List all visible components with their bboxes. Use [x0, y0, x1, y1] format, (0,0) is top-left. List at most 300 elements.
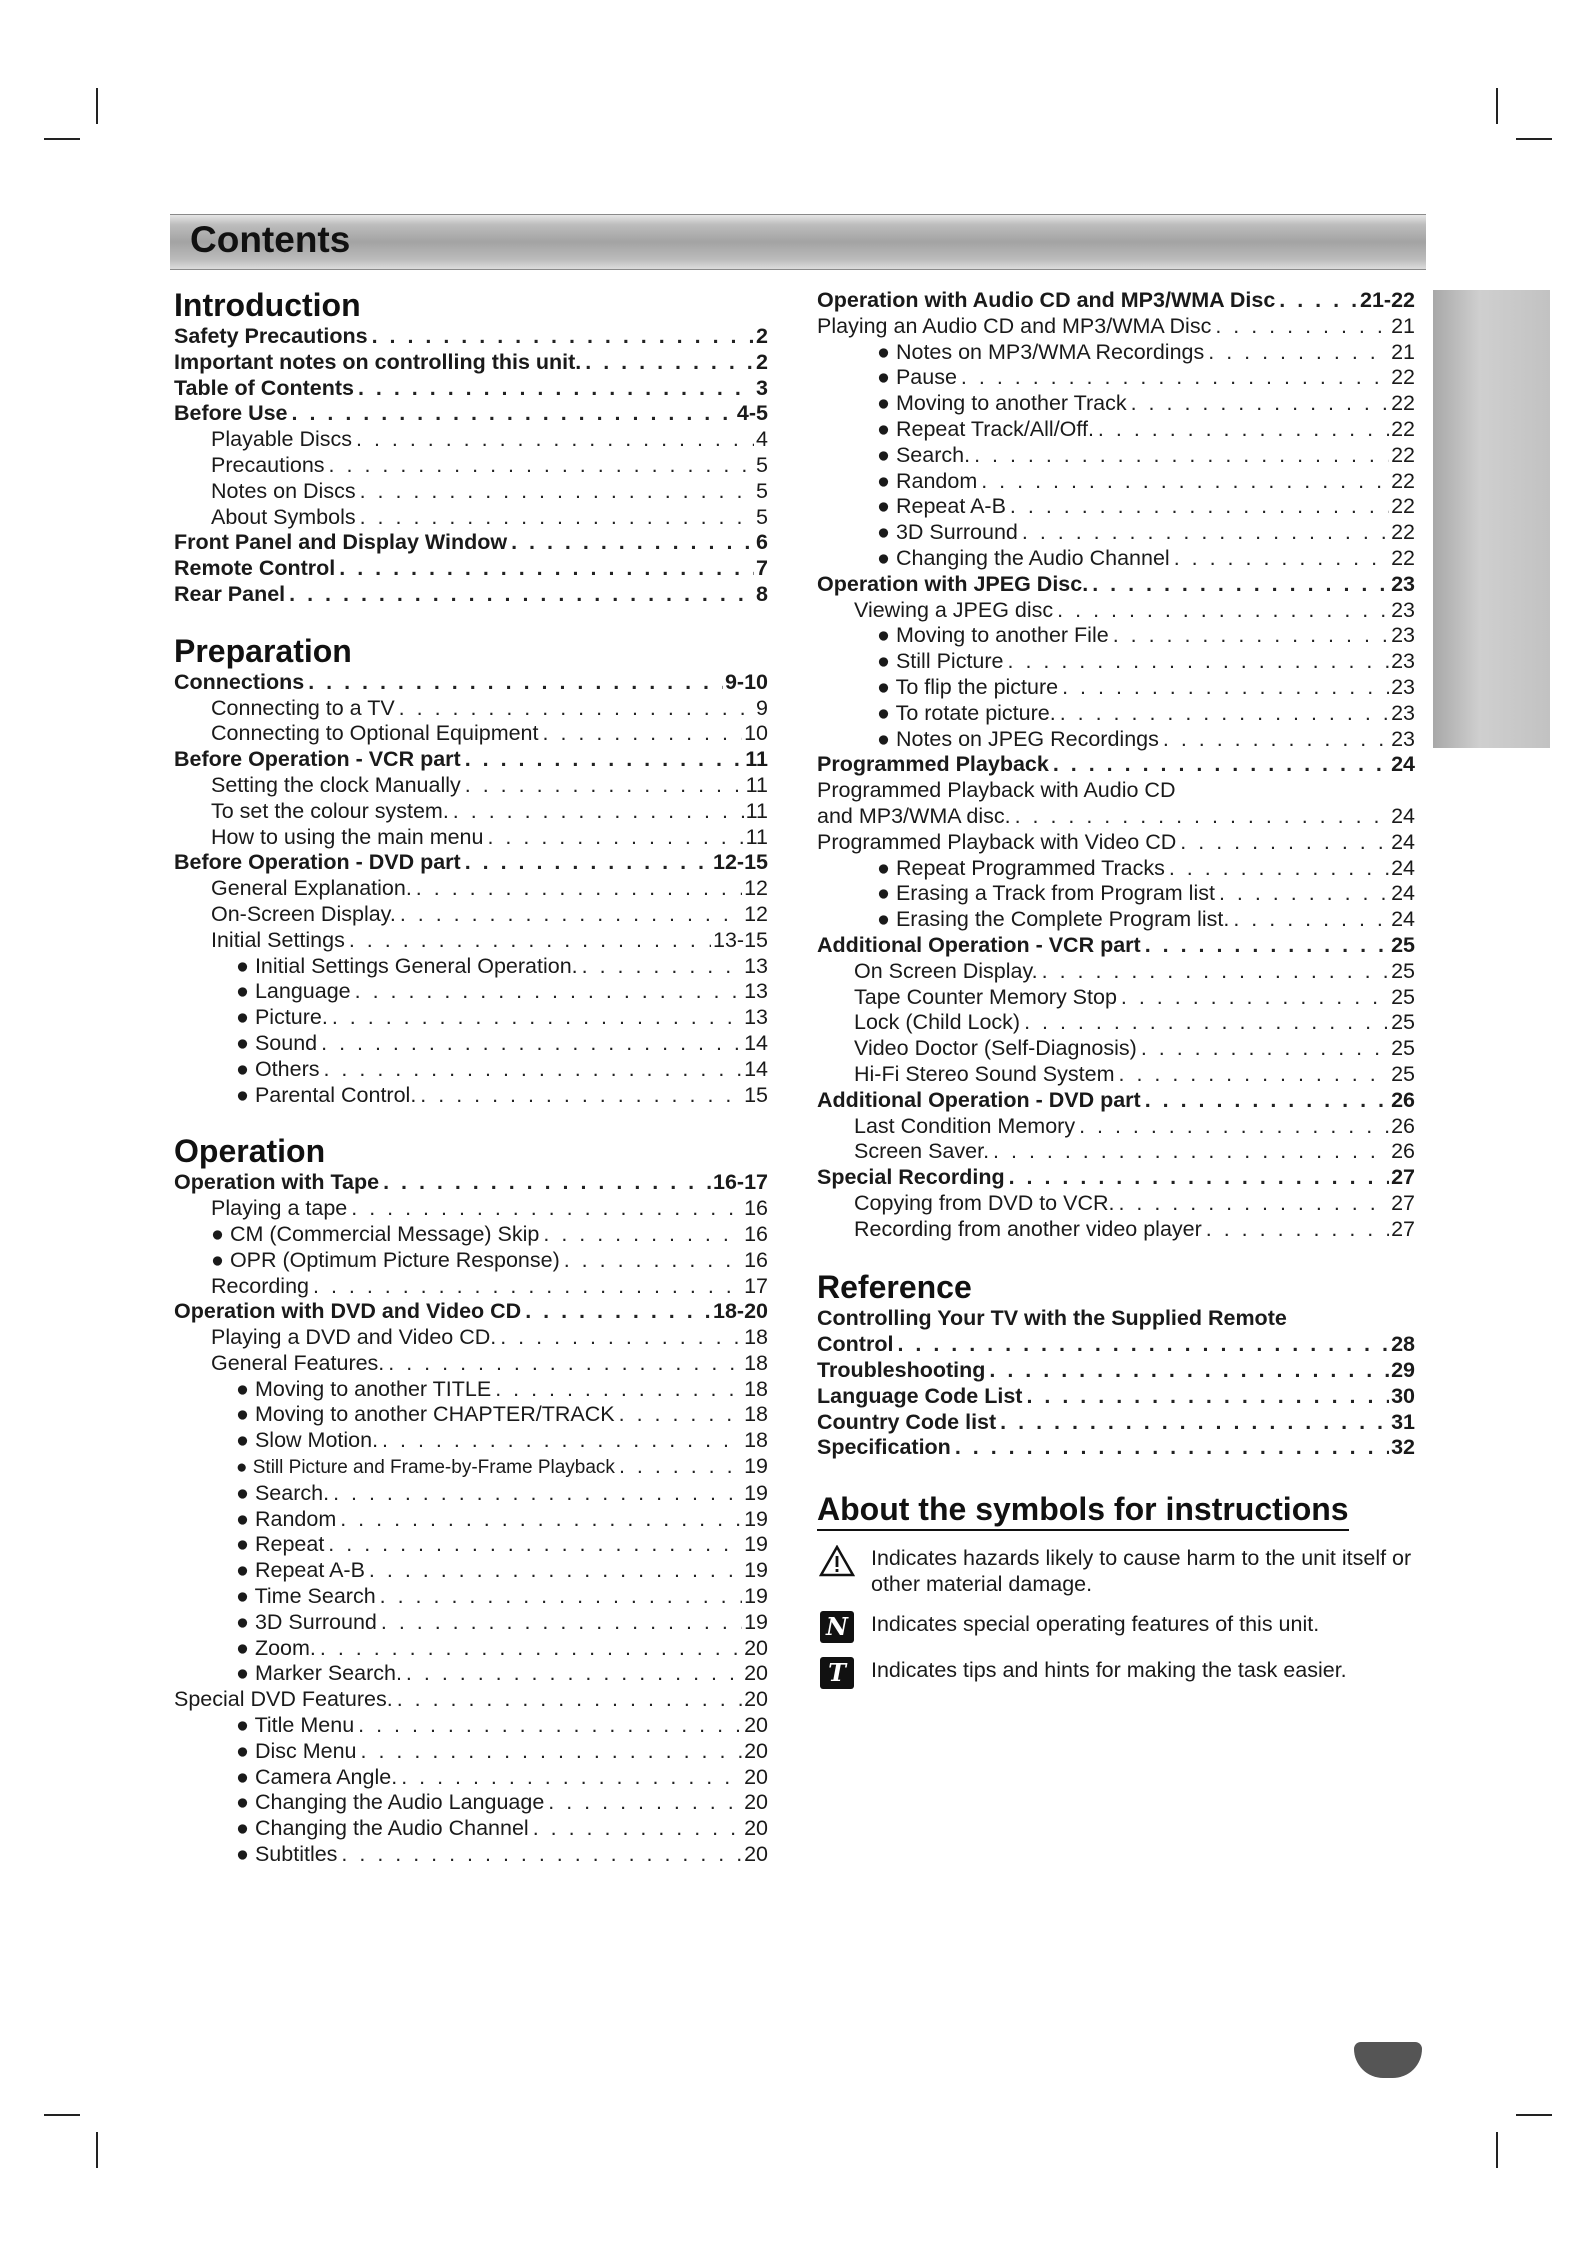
toc-entry-page: 26 [1391, 1113, 1415, 1138]
toc-entry [817, 1217, 1415, 1243]
dot-leader [619, 1402, 742, 1428]
dot-leader [372, 324, 754, 350]
toc-entry [174, 721, 768, 747]
toc-entry-label: ● Changing the Audio Channel [877, 545, 1170, 570]
toc-entry [174, 1610, 768, 1636]
toc-entry [817, 985, 1415, 1011]
symbol-row [817, 1611, 1415, 1643]
toc-entry [174, 1325, 768, 1351]
toc-entry-label: Precautions [211, 452, 325, 477]
toc-entry-page: 6 [756, 530, 768, 555]
toc-entry-page: 21 [1391, 339, 1415, 364]
toc-entry-page: 22 [1391, 545, 1415, 570]
toc-entry [174, 1299, 768, 1325]
toc-entry-page: 23 [1391, 649, 1415, 674]
crop-mark [1496, 88, 1498, 124]
toc-entry [817, 1114, 1415, 1140]
toc-entry-label: Operation with DVD and Video CD [174, 1299, 522, 1324]
toc-entry-page: 23 [1391, 674, 1415, 699]
toc-entry-page: 18 [744, 1402, 768, 1427]
toc-entry-page: 22 [1391, 468, 1415, 493]
toc-entry-page: 11 [745, 772, 768, 797]
toc-entry [817, 1332, 1415, 1358]
note-icon-glyph: N [820, 1611, 854, 1643]
note-icon [817, 1611, 857, 1643]
dot-leader [333, 1481, 742, 1507]
warning-triangle-icon [817, 1545, 857, 1577]
toc-entry-page: 24 [1391, 855, 1415, 880]
toc-entry-label: Connecting to Optional Equipment [211, 721, 539, 746]
toc-entry [174, 1790, 768, 1816]
toc-entry-page: 13 [744, 1005, 768, 1030]
toc-entry [174, 1428, 768, 1454]
dot-leader [511, 530, 754, 556]
dot-leader [308, 670, 723, 696]
toc-entry-page: 12-15 [713, 850, 768, 875]
toc-entry [174, 401, 768, 427]
toc-entry [817, 675, 1415, 701]
toc-entry [174, 850, 768, 876]
toc-entry-page: 5 [756, 452, 768, 477]
toc-entry [174, 1402, 768, 1428]
toc-entry [817, 469, 1415, 495]
right-column [817, 288, 1415, 1689]
toc-entry [174, 376, 768, 402]
crop-mark [1516, 2114, 1552, 2116]
dot-leader [1121, 985, 1389, 1011]
dot-leader [1079, 1114, 1389, 1140]
toc-entry-page: 19 [744, 1480, 768, 1505]
symbol-row [817, 1657, 1415, 1689]
toc-entry-label: Remote Control [174, 556, 336, 581]
toc-entry-label: Copying from DVD to VCR. [854, 1190, 1115, 1215]
toc-entry-label: Hi-Fi Stereo Sound System [854, 1061, 1115, 1086]
dot-leader [340, 1507, 742, 1533]
dot-leader [1024, 1010, 1389, 1036]
toc-entry [174, 1351, 768, 1377]
toc-entry-page: 22 [1391, 494, 1415, 519]
toc-entry [817, 288, 1415, 314]
toc-entry-label: Table of Contents [174, 375, 354, 400]
toc-entry-label: ● Moving to another CHAPTER/TRACK [236, 1402, 615, 1427]
toc-entry-page: 27 [1391, 1190, 1415, 1215]
toc-entry [817, 1062, 1415, 1088]
dot-leader [487, 825, 743, 851]
toc-entry-label: Recording [211, 1273, 309, 1298]
dot-leader [360, 505, 754, 531]
toc-entry-label: ● Subtitles [236, 1842, 338, 1867]
toc-entry-page: 23 [1391, 597, 1415, 622]
toc-entry [174, 1377, 768, 1403]
toc-entry-label: Country Code list [817, 1409, 997, 1434]
toc-entry [174, 1532, 768, 1558]
dot-leader [543, 1222, 742, 1248]
section-heading-preparation: Preparation [174, 632, 352, 669]
toc-entry-page: 24 [1391, 881, 1415, 906]
toc-entry-label: ● Others [236, 1056, 320, 1081]
dot-leader [292, 401, 735, 427]
toc-entry-label: ● Slow Motion. [236, 1428, 379, 1453]
toc-entry-page: 30 [1391, 1383, 1415, 1408]
dot-leader [1131, 391, 1389, 417]
symbols-list [817, 1545, 1415, 1689]
toc-entry [817, 881, 1415, 907]
toc-entry-page: 20 [744, 1790, 768, 1815]
dot-leader [397, 1687, 742, 1713]
dot-leader [420, 1083, 742, 1109]
page-title: Contents [190, 219, 351, 260]
toc-entry-page: 21-22 [1360, 288, 1415, 312]
toc-entry-label: ● Repeat Programmed Tracks [877, 855, 1165, 880]
toc-entry [817, 1036, 1415, 1062]
toc-entry-page: 20 [744, 1816, 768, 1841]
toc-entry-label: Important notes on controlling this unit. [174, 349, 582, 374]
toc-entry-page: 25 [1391, 984, 1415, 1009]
toc-entry-label: Video Doctor (Self-Diagnosis) [854, 1036, 1137, 1061]
dot-leader [1009, 1165, 1389, 1191]
symbol-row [817, 1545, 1415, 1597]
section-heading-introduction: Introduction [174, 287, 361, 323]
dot-leader [955, 1435, 1389, 1461]
toc-entry-label: Recording from another video player [854, 1216, 1202, 1241]
dot-leader [1057, 598, 1389, 624]
toc-entry-page: 24 [1391, 752, 1415, 777]
toc-entry-page: 11 [745, 747, 768, 772]
toc-entry [174, 979, 768, 1005]
toc-entry-page: 22 [1391, 442, 1415, 467]
toc-entry [817, 340, 1415, 366]
toc-entry-label: and MP3/WMA disc. [817, 803, 1011, 828]
dot-leader [465, 773, 744, 799]
toc-entry [174, 1842, 768, 1868]
dot-leader [453, 799, 744, 825]
toc-entry [817, 417, 1415, 443]
toc-entry-label: ● Moving to another Track [877, 391, 1127, 416]
toc-entry-page: 20 [744, 1635, 768, 1660]
toc-entry-label: Controlling Your TV with the Supplied Remote [817, 1306, 1287, 1331]
toc-entry-label: ● Disc Menu [236, 1738, 357, 1763]
dot-leader [585, 350, 754, 376]
toc-entry-page: 25 [1391, 1061, 1415, 1086]
symbol-description: Indicates hazards likely to cause harm to the unit itself or other material damage. [871, 1546, 1412, 1597]
dot-leader [495, 1377, 742, 1403]
toc-entry-page: 5 [756, 478, 768, 503]
dot-leader [1008, 649, 1390, 675]
toc-entry-page: 13 [744, 953, 768, 978]
toc-entry-label: ● 3D Surround [236, 1609, 377, 1634]
toc-entry-page: 32 [1391, 1435, 1415, 1460]
contents-banner [170, 214, 1426, 270]
toc-entry-label: Special Recording [817, 1165, 1005, 1190]
toc-entry-label: ● CM (Commercial Message) Skip [211, 1221, 540, 1246]
chapter-side-tab [1433, 290, 1550, 748]
dot-leader [1118, 1191, 1389, 1217]
toc-entry-page: 24 [1391, 907, 1415, 932]
toc-entry-page: 19 [744, 1506, 768, 1531]
toc-entry-label: Before Use [174, 401, 288, 426]
toc-entry [817, 1306, 1415, 1332]
dot-leader [329, 453, 754, 479]
dot-leader [1022, 520, 1389, 546]
toc-entry [817, 907, 1415, 933]
dot-leader [1145, 1088, 1389, 1114]
toc-entry-label: ● Moving to another File [877, 623, 1109, 648]
toc-entry [817, 365, 1415, 391]
toc-entry [174, 747, 768, 773]
symbol-description: Indicates special operating features of this unit. [871, 1612, 1320, 1637]
dot-leader [1119, 1062, 1390, 1088]
dot-leader [1141, 1036, 1389, 1062]
toc-entry [174, 1248, 768, 1274]
toc-entry [174, 1005, 768, 1031]
toc-entry-page: 2 [756, 324, 768, 348]
toc-entry-label: ● 3D Surround [877, 520, 1018, 545]
dot-leader [381, 1610, 742, 1636]
dot-leader [358, 376, 754, 402]
toc-entry-label: ● Initial Settings General Operation. [236, 953, 578, 978]
toc-entry-page: 19 [744, 1584, 768, 1609]
toc-entry-label: Last Condition Memory [854, 1113, 1076, 1138]
toc-entry-page: 16 [744, 1247, 768, 1272]
toc-entry [817, 1088, 1415, 1114]
dot-leader [989, 1358, 1389, 1384]
toc-entry-label: Connecting to a TV [211, 695, 395, 720]
toc-entry-label: ● Title Menu [236, 1713, 355, 1738]
toc-entry-label: ● Changing the Audio Language [236, 1790, 545, 1815]
dot-leader [897, 1332, 1389, 1358]
dot-leader [341, 1842, 742, 1868]
toc-entry-page: 19 [744, 1558, 768, 1583]
left-column [174, 286, 768, 1868]
toc-entry-page: 21 [1391, 313, 1415, 338]
toc-entry-page: 26 [1391, 1139, 1415, 1164]
toc-entry [817, 1165, 1415, 1191]
toc-entry-label: Connections [174, 669, 305, 694]
toc-entry [174, 1584, 768, 1610]
toc-entry-label: ● Random [877, 468, 978, 493]
toc-entry-page: 18 [744, 1376, 768, 1401]
toc-entry-page: 20 [744, 1687, 768, 1712]
toc-entry [817, 1139, 1415, 1165]
crop-mark [44, 2114, 80, 2116]
dot-leader [500, 1325, 742, 1351]
dot-leader [369, 1558, 742, 1584]
dot-leader [1279, 288, 1358, 314]
dot-leader [619, 1454, 742, 1480]
toc-entry-page: 29 [1391, 1358, 1415, 1383]
toc-entry-label: ● Erasing the Complete Program list. [877, 907, 1230, 932]
toc-entry-label: ● Erasing a Track from Program list [877, 881, 1215, 906]
toc-entry-page: 22 [1391, 520, 1415, 545]
toc-entry-label: On-Screen Display. [211, 901, 396, 926]
dot-leader [332, 1005, 742, 1031]
toc-entry-page: 25 [1391, 932, 1415, 957]
toc-entry-page: 18 [744, 1350, 768, 1375]
dot-leader [1062, 675, 1389, 701]
toc-entry [174, 1057, 768, 1083]
toc-entry-label: Front Panel and Display Window [174, 530, 508, 555]
dot-leader [1163, 727, 1389, 753]
toc-entry [817, 1358, 1415, 1384]
toc-entry-page: 14 [744, 1056, 768, 1081]
dot-leader [320, 1636, 742, 1662]
toc-entry-page: 25 [1391, 1010, 1415, 1035]
dot-leader [328, 1532, 742, 1558]
toc-entry-page: 27 [1391, 1165, 1415, 1190]
dot-leader [400, 902, 742, 928]
toc-entry-label: ● Notes on MP3/WMA Recordings [877, 339, 1205, 364]
toc-entry [174, 324, 768, 350]
toc-entry-label: Notes on Discs [211, 478, 356, 503]
dot-leader [1174, 546, 1389, 572]
toc-entry-label: How to using the main menu [211, 824, 484, 849]
toc-entry [817, 572, 1415, 598]
dot-leader [1098, 417, 1389, 443]
toc-entry [174, 1713, 768, 1739]
toc-entry-label: Playable Discs [211, 427, 352, 452]
toc-entry [174, 1687, 768, 1713]
dot-leader [388, 1351, 742, 1377]
toc-entry-page: 11 [745, 798, 768, 823]
toc-entry [817, 623, 1415, 649]
toc-entry-page: 19 [744, 1454, 768, 1479]
dot-leader [1026, 1384, 1389, 1410]
toc-entry-page: 12 [744, 901, 768, 926]
dot-leader [360, 479, 754, 505]
toc-entry-page: 20 [744, 1713, 768, 1738]
toc-entry [174, 1481, 768, 1507]
toc-entry [174, 1454, 768, 1481]
toc-entry-page: 16 [744, 1221, 768, 1246]
dot-leader [358, 1713, 742, 1739]
toc-entry [817, 1384, 1415, 1410]
toc-entry [817, 727, 1415, 753]
toc-entry [817, 830, 1415, 856]
dot-leader [525, 1299, 711, 1325]
symbol-description: Indicates tips and hints for making the task easier. [871, 1658, 1347, 1683]
toc-entry-page: 7 [756, 556, 768, 581]
dot-leader [1010, 494, 1389, 520]
toc-entry [174, 1816, 768, 1842]
toc-entry-label: ● Marker Search. [236, 1661, 402, 1686]
toc-entry-page: 15 [744, 1082, 768, 1107]
toc-entry-page: 11 [745, 824, 768, 849]
toc-entry [174, 427, 768, 453]
toc-entry-label: Specification [817, 1435, 951, 1460]
toc-entry-label: Safety Precautions [174, 324, 368, 348]
toc-entry-label: ● OPR (Optimum Picture Response) [211, 1247, 560, 1272]
dot-leader [321, 1031, 742, 1057]
toc-entry [174, 1274, 768, 1300]
toc-entry-page: 31 [1391, 1409, 1415, 1434]
toc-entry-label: Tape Counter Memory Stop [854, 984, 1117, 1009]
toc-entry [174, 773, 768, 799]
toc-entry-label: General Features. [211, 1350, 385, 1375]
toc-entry-label: Operation with JPEG Disc. [817, 571, 1089, 596]
toc-entry [817, 494, 1415, 520]
toc-entry [174, 1558, 768, 1584]
toc-entry [174, 954, 768, 980]
toc-entry [174, 799, 768, 825]
dot-leader [564, 1248, 742, 1274]
toc-entry-page: 28 [1391, 1332, 1415, 1357]
tip-icon [817, 1657, 857, 1689]
toc-entry-page: 20 [744, 1764, 768, 1789]
toc-entry-label: ● Camera Angle. [236, 1764, 398, 1789]
toc-entry-page: 26 [1391, 1087, 1415, 1112]
toc-entry-page: 18-20 [713, 1299, 768, 1324]
toc-entry-label: ● Repeat A-B [236, 1558, 365, 1583]
toc-entry [174, 350, 768, 376]
toc-entry [817, 701, 1415, 727]
toc-entry-label: ● Moving to another TITLE [236, 1376, 492, 1401]
toc-entry [174, 1636, 768, 1662]
toc-entry-label: Before Operation - VCR part [174, 747, 461, 772]
dot-leader [399, 696, 754, 722]
toc-entry [174, 1170, 768, 1196]
toc-entry [174, 825, 768, 851]
toc-entry-label: Operation with Tape [174, 1170, 380, 1195]
toc-entry [817, 933, 1415, 959]
toc-entry-page: 23 [1391, 700, 1415, 725]
toc-entry-label: Operation with Audio CD and MP3/WMA Disc [817, 288, 1276, 312]
toc-entry-label: ● Notes on JPEG Recordings [877, 726, 1159, 751]
dot-leader [356, 427, 754, 453]
toc-entry-label: ● Changing the Audio Channel [236, 1816, 529, 1841]
toc-entry-page: 24 [1391, 803, 1415, 828]
dot-leader [548, 1790, 742, 1816]
toc-entry [817, 1435, 1415, 1461]
toc-entry [174, 876, 768, 902]
toc-entry [817, 649, 1415, 675]
toc-entry-label: Programmed Playback with Audio CD [817, 778, 1176, 803]
toc-entry-label: Control [817, 1332, 894, 1357]
dot-leader [1042, 959, 1389, 985]
toc-entry [817, 778, 1415, 804]
dot-leader [1233, 907, 1389, 933]
dot-leader [543, 721, 743, 747]
dot-leader [289, 582, 754, 608]
reference-entries [817, 1306, 1415, 1461]
toc-entry-label: Viewing a JPEG disc [854, 597, 1054, 622]
dot-leader [1145, 933, 1389, 959]
toc-entry-label: ● Sound [236, 1030, 318, 1055]
dot-leader [1215, 314, 1389, 340]
dot-leader [323, 1057, 742, 1083]
crop-mark [1496, 2132, 1498, 2168]
dot-leader [1206, 1217, 1389, 1243]
tip-icon-glyph: T [820, 1657, 854, 1689]
dot-leader [382, 1428, 742, 1454]
toc-entry-label: ● Pause [877, 365, 957, 390]
toc-entry [174, 1196, 768, 1222]
toc-entry-page: 25 [1391, 1036, 1415, 1061]
dot-leader [582, 954, 742, 980]
toc-entry [174, 928, 768, 954]
dot-leader [533, 1816, 742, 1842]
section-heading-operation: Operation [174, 1133, 326, 1170]
toc-entry [174, 1661, 768, 1687]
toc-entry-page: 25 [1391, 958, 1415, 983]
dot-leader [313, 1274, 742, 1300]
dot-leader [401, 1765, 742, 1791]
toc-entry-page: 20 [744, 1842, 768, 1867]
toc-entry [174, 1765, 768, 1791]
dot-leader [383, 1170, 711, 1196]
dot-leader [1169, 856, 1389, 882]
toc-entry-label: ● Picture. [236, 1005, 328, 1030]
toc-entry [174, 582, 768, 608]
